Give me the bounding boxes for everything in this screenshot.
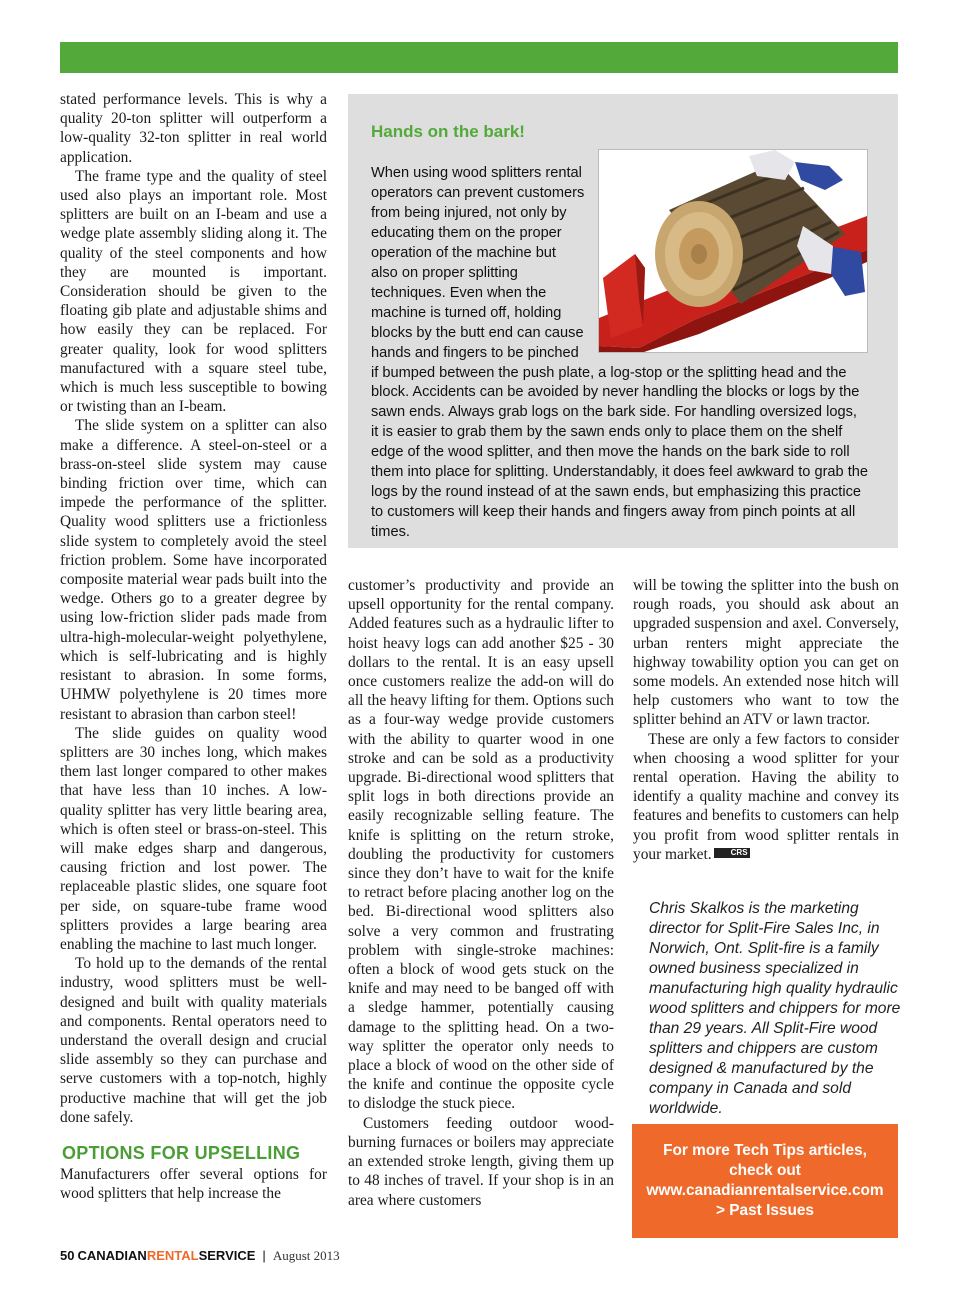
col1-paragraph-1: stated performance levels. This is why a quality 20-ton splitter will outperform a low-quality 32-ton splitter in real world application. xyxy=(60,91,327,166)
col1-paragraph-3: The slide system on a splitter can also make a difference. A steel-on-steel or a brass-on-steel slide system may cause binding friction over time, which can impede the performance of the splitter. Quality wood splitters use a frictionless slide system to completely avoid the steel friction problem. Some have incorporated composite material wear pads built into the wedge. Others go to a greater degree by using low-friction slider pads made from ultra-high-molecular-weight polyethylene, which is self-lubricating and is highly resistant to abrasion. In some forms, UHMW polyethylene is 20 times more resistant to abrasion than carbon steel! xyxy=(60,417,327,723)
sidebar-body xyxy=(371,164,868,543)
brand-service: SERVICE xyxy=(198,1248,256,1263)
promo-line-2: check out xyxy=(729,1162,801,1179)
col3-paragraph-1: will be towing the splitter into the bush on rough roads, you should ask about an upgraded suspension and axel. Conversely, urban renters might appreciate the highway towability option you can get on some models. An extended nose hitch will help customers who want to tow the splitter behind an ATV or lawn tractor. xyxy=(633,577,899,729)
col2-paragraph-1: customer’s productivity and provide an upsell opportunity for the rental company. Added features such as a hydraulic lifter to hoist heavy logs can add another $25 - 30 dollars to the rental. It is an easy upsell once customers realize the add-on will do all the heavy lifting for them. Options such as a four-way wedge provide customers with the ability to quarter wood in one stroke and can be sold as a productivity upgrade. Bi-directional wood splitters that split logs in both directions provide an easily recognizable selling feature. The knife is splitting on the return stroke, doubling the productivity for customers since they don’t have to wait for the knife to retract before placing another log on the bed. Bi-directional wood splitters also solve a very common and frustrating problem with single-stroke machines: often a block of wood gets stuck on the knife and may need to be banged off with a sledge hammer, potentially causing damage to the splitting head. On a two-way splitter the operator only needs to place a block of wood on the other side of the knife and continue the opposite cycle to dislodge the stuck piece. xyxy=(348,577,614,1113)
log-on-wood-splitter-photo xyxy=(598,149,868,353)
article-column-1 xyxy=(60,90,327,1204)
author-bio: Chris Skalkos is the marketing director for Split-Fire Sales Inc, in Norwich, Ont. Split-fire is a family owned business specialized in manufacturing high quality hydraulic wood splitters and chippers for more than 29 years. All Split-Fire wood splitters and chippers are custom designed & manufactured by the company in Canada and sold worldwide. xyxy=(649,900,901,1117)
crs-logo-icon: CRS xyxy=(714,848,750,858)
col2-paragraph-2: Customers feeding outdoor wood-burning furnaces or boilers may appreciate an extended stroke length, giving them up to 48 inches of travel. If your shop is in an area where customers xyxy=(348,1114,614,1209)
promo-url-link[interactable]: www.canadianrentalservice.com xyxy=(646,1182,884,1199)
col1-paragraph-6: Manufacturers offer several options for wood splitters that help increase the xyxy=(60,1166,327,1203)
promo-past-issues-link[interactable]: > Past Issues xyxy=(716,1202,814,1219)
brand-canadian: CANADIAN xyxy=(77,1248,147,1263)
col1-paragraph-2: The frame type and the quality of steel used also plays an important role. Most splitters are built on an I-beam and use a wedge plate assembly sliding along it. The quality of the steel components and how they are mounted is important. Consideration should be given to the floating gib plate and adjustable shims and how easily they can be replaced. For greater quality, look for wood splitters manufactured with a square steel tube, which is much less susceptible to bowing or twisting than an I-beam. xyxy=(60,167,327,416)
page-number: 50 xyxy=(60,1248,75,1263)
sidebar-paragraph: When using wood splitters rental operators can prevent customers from being injured, not only by educating them on the proper operation of the machine but also on proper splitting techniques. Even when the machine is turned off, holding blocks by the butt end can cause hands and fingers to be pinched if bumped between the push plate, a log-stop or the splitting head and the block. Accidents can be avoided by never handling the blocks or logs by the sawn ends. Always grab logs on the bark side. For handling oversized logs, it is easier to grab them by the sawn ends only to place them on the shelf edge of the wood splitter, and then move the hands on the bark side to roll them into place for splitting. Understandably, it does feel awkward to grab the logs by the round instead of at the sawn ends, but emphasizing this practice to customers will keep their hands and fingers away from pinch points at all times. xyxy=(371,165,868,541)
brand-rental: RENTAL xyxy=(146,1248,199,1263)
sidebar-box xyxy=(348,94,898,548)
promo-line-1: For more Tech Tips articles, xyxy=(663,1142,867,1159)
page-footer xyxy=(60,1248,340,1266)
col3-paragraph-2-text: These are only a few factors to consider when choosing a wood splitter for your rental operation. Having the ability to identify a quality machine and convey its features and benefits to customers can help you profit from wood splitter rentals in your market. xyxy=(633,730,899,863)
sidebar-title: Hands on the bark! xyxy=(371,122,525,141)
footer-separator: | xyxy=(262,1248,266,1263)
tech-tips-promo-box[interactable] xyxy=(632,1124,898,1238)
section-heading-upselling: OPTIONS FOR UPSELLING xyxy=(62,1142,301,1163)
article-column-2 xyxy=(348,576,614,1210)
issue-date: August 2013 xyxy=(272,1248,340,1263)
col1-paragraph-4: The slide guides on quality wood splitters are 30 inches long, which makes them last longer compared to other makes that have less than 10 inches. A low-quality splitter has very little bearing area, which is often steel or brass-on-steel. This will make edges sharp and dangerous, causing friction and lost power. The replaceable plastic slides, one square foot per side, on square-tube frame wood splitters provides a large bearing area enabling the machine to last much longer. xyxy=(60,724,327,953)
article-column-3 xyxy=(633,576,899,864)
col1-paragraph-5: To hold up to the demands of the rental industry, wood splitters must be well-designed and built with quality materials and components. Rental operators need to understand the overall design and crucial slide assembly so they can purchase and serve customers with a top-notch, highly productive machine that will get the job done safely. xyxy=(60,955,327,1126)
col3-paragraph-2 xyxy=(633,730,899,864)
header-color-bar xyxy=(60,42,898,73)
